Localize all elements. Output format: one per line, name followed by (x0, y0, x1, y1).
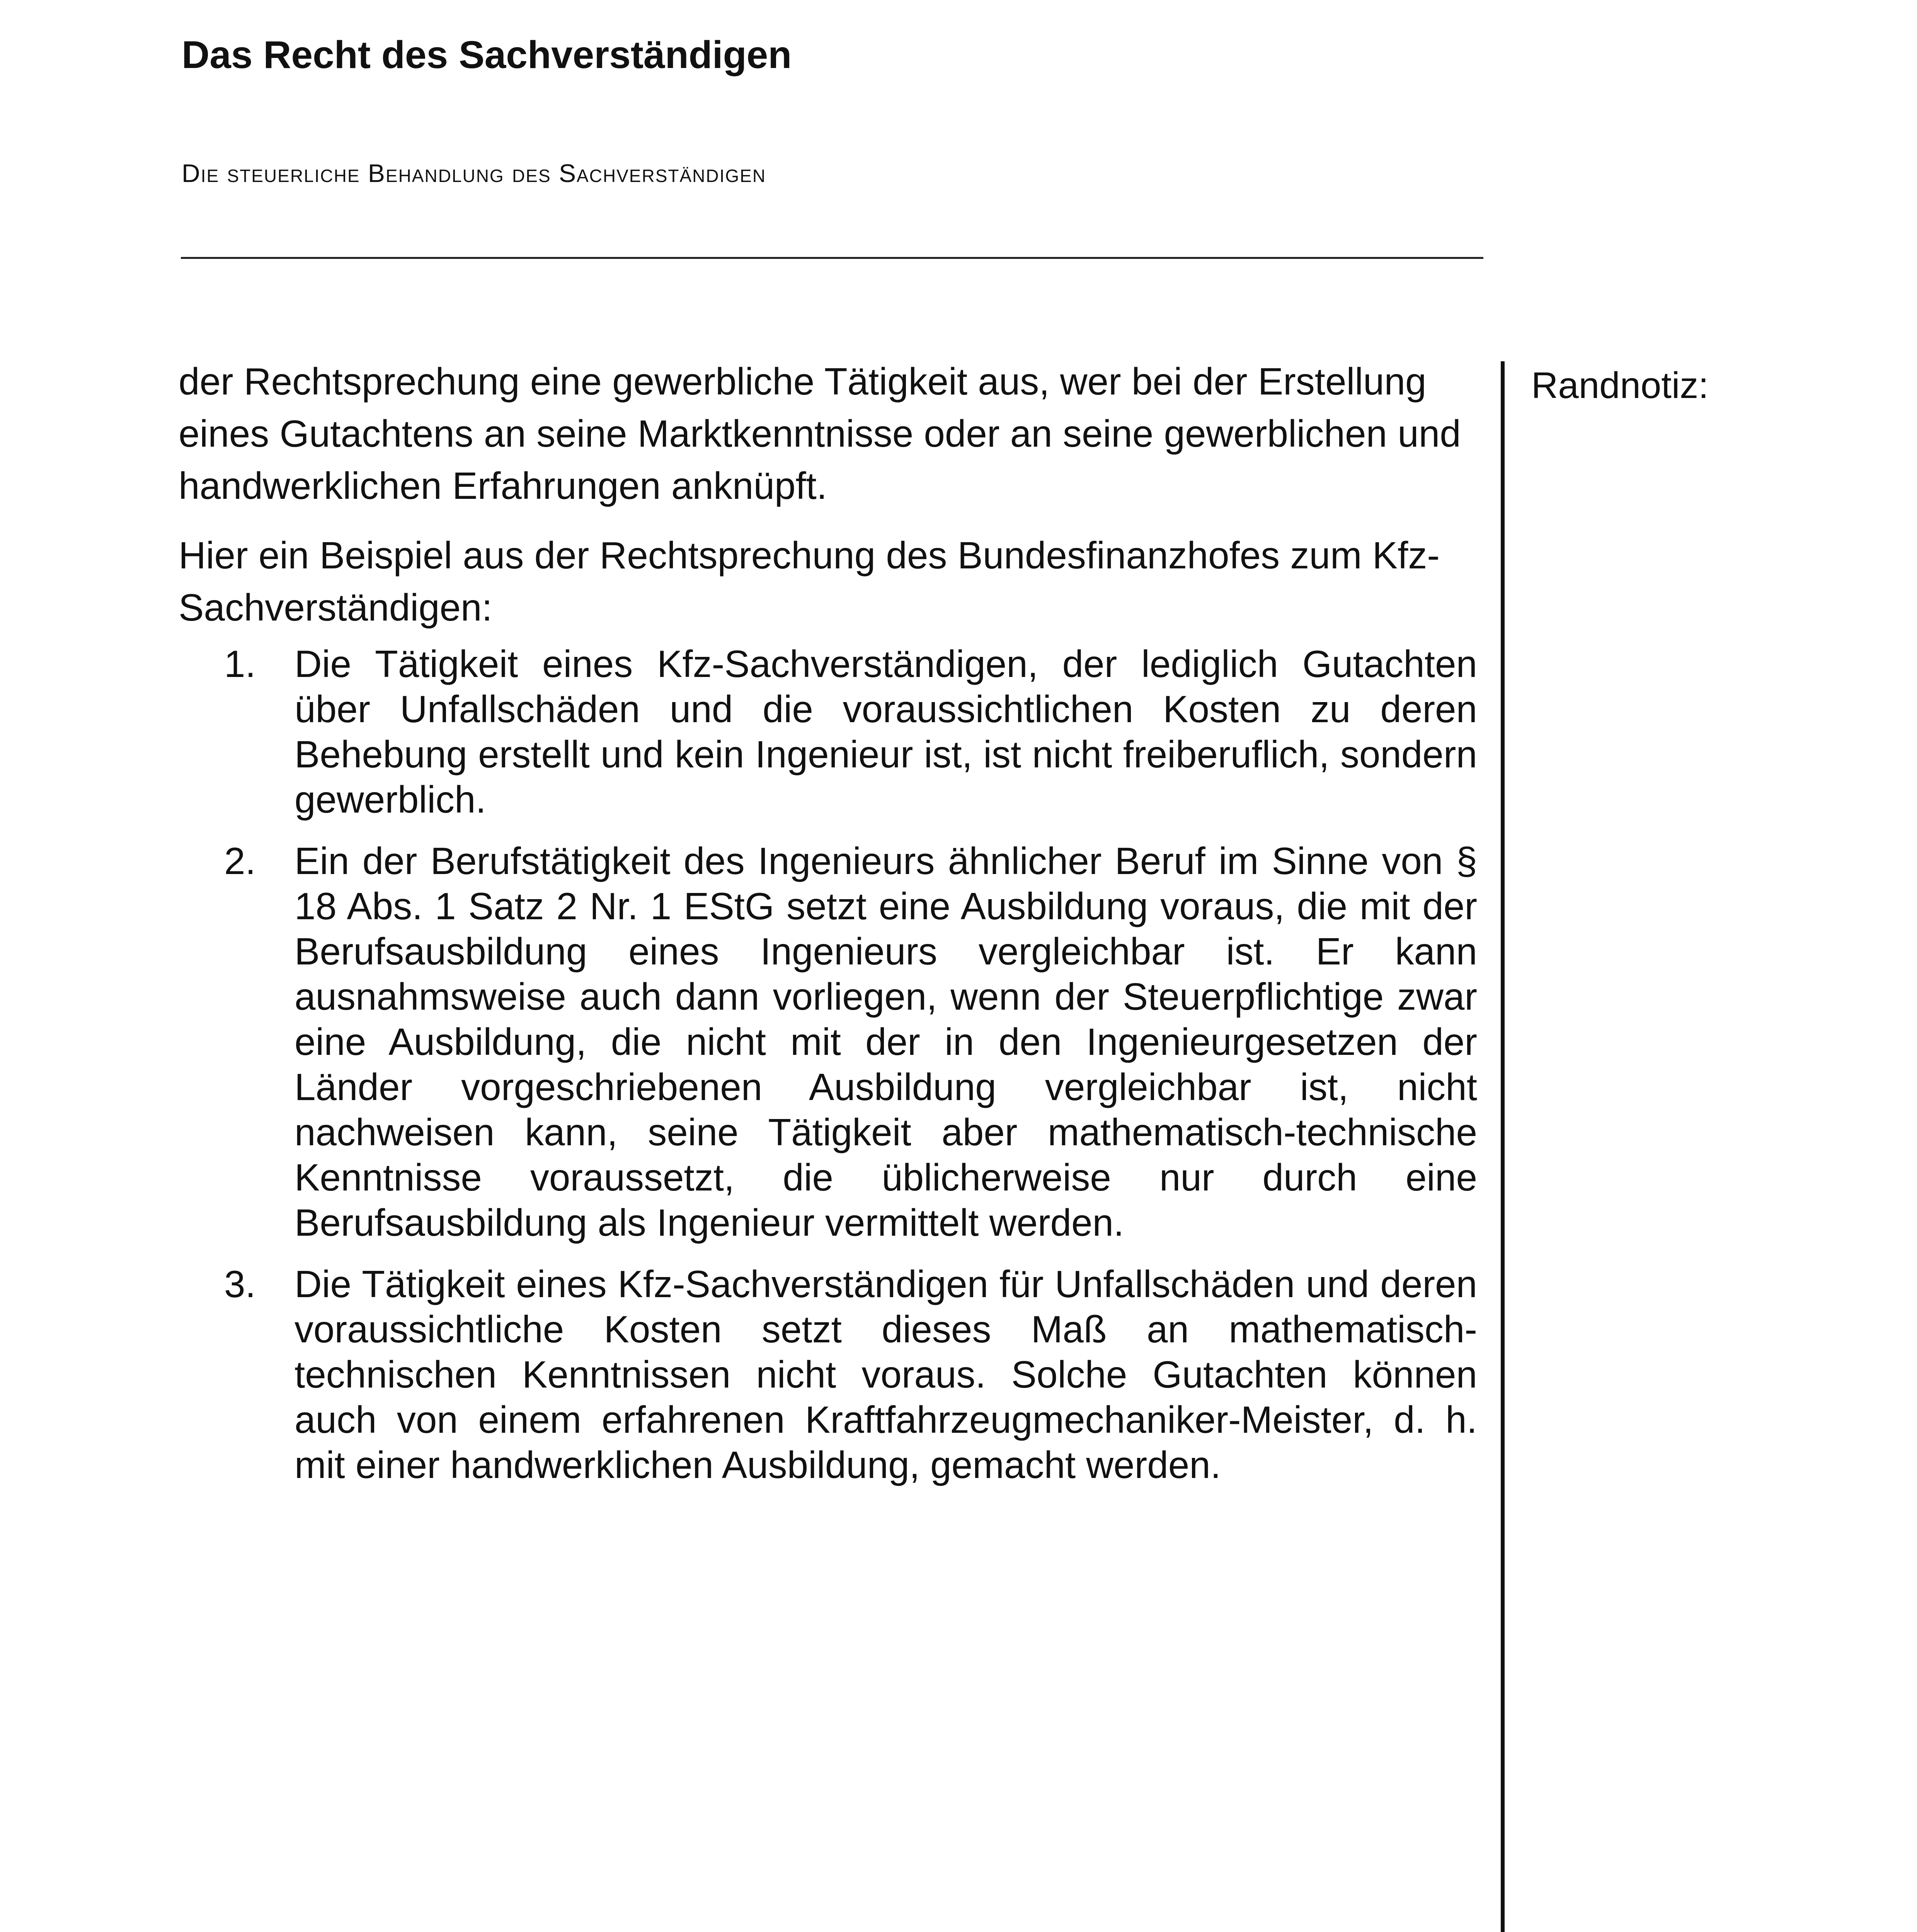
list-item-text: Die Tätigkeit eines Kfz-Sachverständigen für Unfallschäden und deren voraussichtliche Kosten setzt dieses Maß an mathematisch-technischen Kenntnissen nicht voraus. Solche Gutachten können auch von einem erfahrenen Kraftfahrzeugmechaniker-Meister, d. h. mit einer handwerklichen Ausbildung, gemacht werden. (295, 1263, 1477, 1486)
list-item-text: Die Tätigkeit eines Kfz-Sachverständigen, der lediglich Gutachten über Unfallschäden und die voraussichtlichen Kosten zu deren Behebung erstellt und kein Ingenieur ist, ist nicht freiberuflich, sondern gewerblich. (295, 643, 1477, 821)
list-item-number: 3. (224, 1263, 256, 1305)
section-subtitle: Die steuerliche Behandlung des Sachverständigen (182, 159, 766, 187)
margin-divider (1501, 361, 1505, 1932)
list-item (179, 1262, 1477, 1488)
main-text (179, 355, 1477, 1504)
lead-paragraph: Hier ein Beispiel aus der Rechtsprechung des Bundesfinanzhofes zum Kfz-Sachverständigen: (179, 534, 1440, 629)
list-item (179, 838, 1477, 1245)
list-item (179, 641, 1477, 822)
numbered-list (179, 641, 1477, 1488)
margin-note-label: Randnotiz: (1531, 365, 1709, 406)
intro-paragraph: der Rechtsprechung eine gewerbliche Tätigkeit aus, wer bei der Erstellung eines Gutachtens an seine Marktkenntnisse oder an seine gewerblichen und handwerklichen Erfahrungen anknüpft. (179, 360, 1461, 507)
list-item-text: Ein der Berufstätigkeit des Ingenieurs ähnlicher Beruf im Sinne von § 18 Abs. 1 Satz 2 Nr. 1 EStG setzt eine Ausbildung voraus, die mit der Berufsausbildung eines Ingenieurs vergleichbar ist. Er kann ausnahmsweise auch dann vorliegen, wenn der Steuerpflichtige zwar eine Ausbildung, die nicht mit der in den Ingenieurgesetzen der Länder vorgeschriebenen Ausbildung vergleichbar ist, nicht nachweisen kann, seine Tätigkeit aber mathematisch-technische Kenntnisse voraussetzt, die üblicherweise nur durch eine Berufsausbildung als Ingenieur vermittelt werden. (295, 840, 1477, 1244)
list-item-number: 2. (224, 840, 256, 882)
header-divider (181, 257, 1483, 259)
list-item-number: 1. (224, 643, 256, 685)
page-header-title: Das Recht des Sachverständigen (182, 33, 792, 77)
